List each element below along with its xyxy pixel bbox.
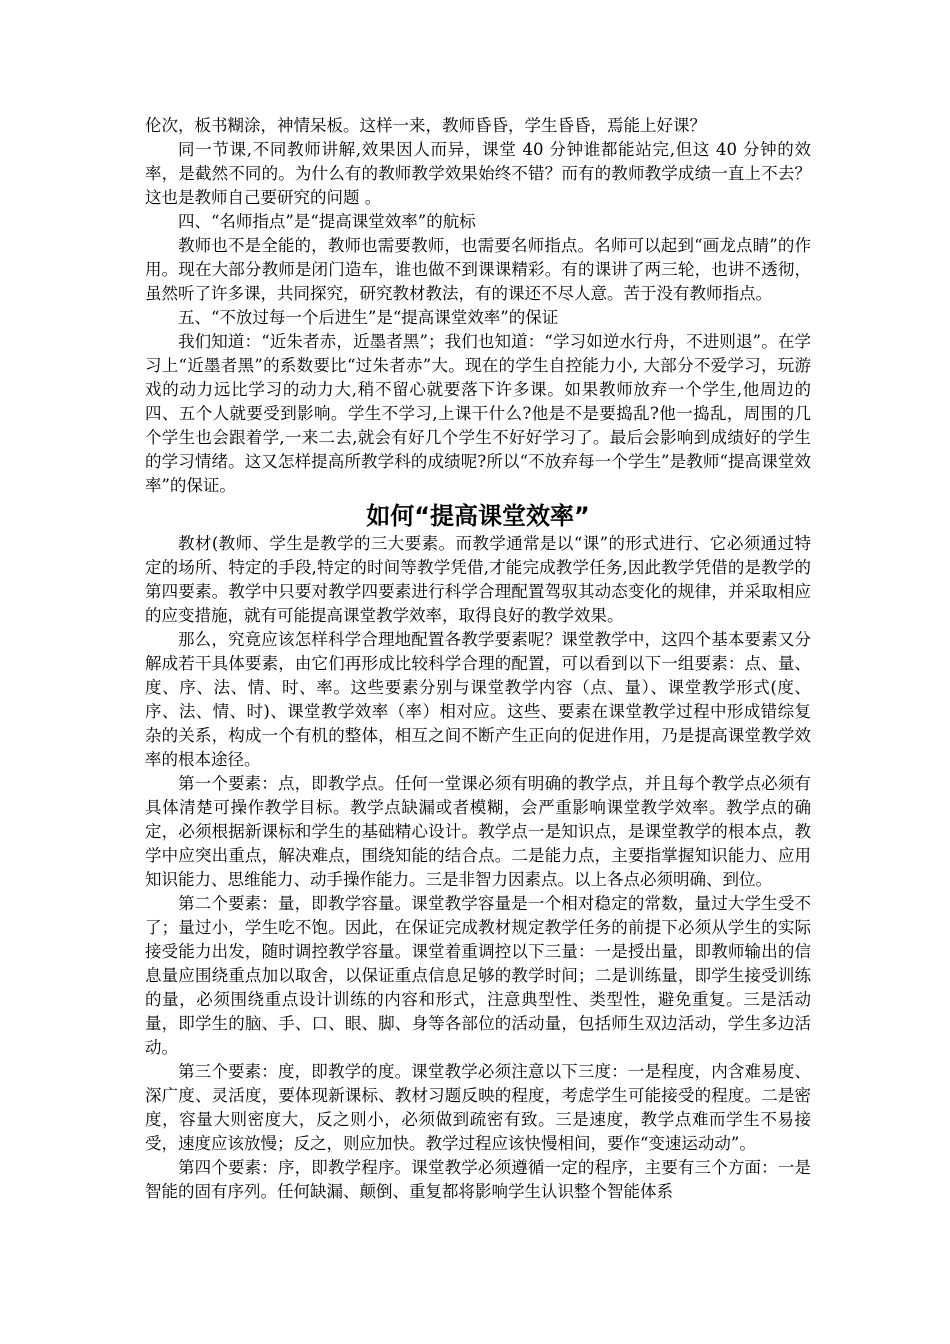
section-heading-4: 四、“名师指点”是“提高课堂效率”的航标 <box>178 212 476 231</box>
paragraph-underachievers: 我们知道：“近朱者赤，近墨者黑”；我们也知道：“学习如逆水行舟，不进则退”。在学习上“近墨者黑”的系数要比“过朱者赤”大。现在的学生自控能力小, 大部分不爱学习，玩游戏的动力远比学习的动力大,稍不留心就要落下许多课。如果教师放弃一个学生,他周边的四、五个人就要受到影响。学生不学习,上课干什么?他是不是要捣乱?他一捣乱，周围的几个学生也会跟着学,一来二去,就会有好几个学生不好好学习了。最后会影响到成绩好的学生的学习情绪。这又怎样提高所教学科的成绩呢?所以“不放弃每一个学生”是教师“提高课堂效率”的保证。 <box>145 332 811 495</box>
paragraph-element-configuration: 那么，究竟应该怎样科学合理地配置各教学要素呢？课堂教学中，这四个基本要素又分解成若干具体要素，由它们再形成比较科学合理的配置，可以看到以下一组要素：点、量、度、序、法、情、时、率。这些要素分别与课堂教学内容（点、量）、课堂教学形式(度、序、法、情、时)、课堂教学效率（率）相对应。这些、要素在课堂教学过程中形成错综复杂的关系，构成一个有机的整体，相互之间不断产生正向的促进作用，乃是提高课堂教学效率的根本途径。 <box>145 630 811 769</box>
paragraph-continued: 伦次，板书糊涂，神情呆板。这样一来，教师昏昏，学生昏昏，焉能上好课？ <box>145 116 706 135</box>
paragraph-element-degree: 第三个要素：度，即教学的度。课堂教学必须注意以下三度：一是程度，内含难易度、深广度、灵活度，要体现新课标、教材习题反映的程度，考虑学生可能接受的程度。二是密度，容量大则密度大，反之则小，必须做到疏密有致。三是速度，教学点难而学生不易接受，速度应该放慢；反之，则应加快。教学过程应该快慢相间，要作“变速运动动”。 <box>145 1062 811 1153</box>
paragraph-famous-teacher: 教师也不是全能的，教师也需要教师，也需要名师指点。名师可以起到“画龙点睛”的作用。现在大部分教师是闭门造车，谁也做不到课课精彩。有的课讲了两三轮，也讲不透彻，虽然听了许多课，共同探究，研究教材教法，有的课还不尽人意。苦于没有教师指点。 <box>145 236 811 303</box>
article-title: 如何“提高课堂效率” <box>366 502 590 530</box>
paragraph-element-point: 第一个要素：点，即教学点。任何一堂课必须有明确的教学点，并且每个教学点必须有具体清楚可操作教学目标。教学点缺漏或者模糊，会严重影响课堂教学效率。教学点的确定，必须根据新课标和学生的基础精心设计。教学点一是知识点，是课堂教学的根本点，教学中应突出重点，解决难点，围绕知能的结合点。二是能力点，主要指掌握知识能力、应用知识能力、思维能力、动手操作能力。三是非智力因素点。以上各点必须明确、到位。 <box>145 774 811 889</box>
paragraph-four-elements: 教材(教师、学生是教学的三大要素。而教学通常是以“课”的形式进行、它必须通过特定的场所、特定的手段,特定的时间等教学凭借,才能完成教学任务,因此教学凭借的是教学的第四要素。教学中只要对教学四要素进行科学合理配置驾驭其动态变化的规律，并采取相应的应变措施，就有可能提高课堂教学效率，取得良好的教学效果。 <box>145 534 811 625</box>
paragraph-element-quantity: 第二个要素：量，即教学容量。课堂教学容量是一个相对稳定的常数，量过大学生受不了；量过小，学生吃不饱。因此，在保证完成教材规定教学任务的前提下必须从学生的实际接受能力出发，随时调控教学容量。课堂着重调控以下三量：一是授出量，即教师输出的信息量应围绕重点加以取舍，以保证重点信息足够的教学时间；二是训练量，即学生接受训练的量，必须围绕重点设计训练的内容和形式，注意典型性、类型性，避免重复。三是活动量，即学生的脑、手、口、眼、脚、身等各部位的活动量，包括师生双边活动，学生多边活动。 <box>145 894 811 1057</box>
section-heading-5: 五、“不放过每一个后进生”是“提高课堂效率”的保证 <box>178 308 559 327</box>
paragraph-element-sequence: 第四个要素：序，即教学程序。课堂教学必须遵循一定的程序，主要有三个方面：一是智能的固有序列。任何缺漏、颠倒、重复都将影响学生认识整个智能体系 <box>145 1158 811 1201</box>
paragraph-efficiency-40min: 同一节课,不同教师讲解,效果因人而异，课堂 40 分钟谁都能站完,但这 40 分钟的效率，是截然不同的。为什么有的教师教学效果始终不错？而有的教师教学成绩一直上不去？这也是教师自己要研究的问题 。 <box>145 140 811 207</box>
document-page <box>145 114 811 1204</box>
